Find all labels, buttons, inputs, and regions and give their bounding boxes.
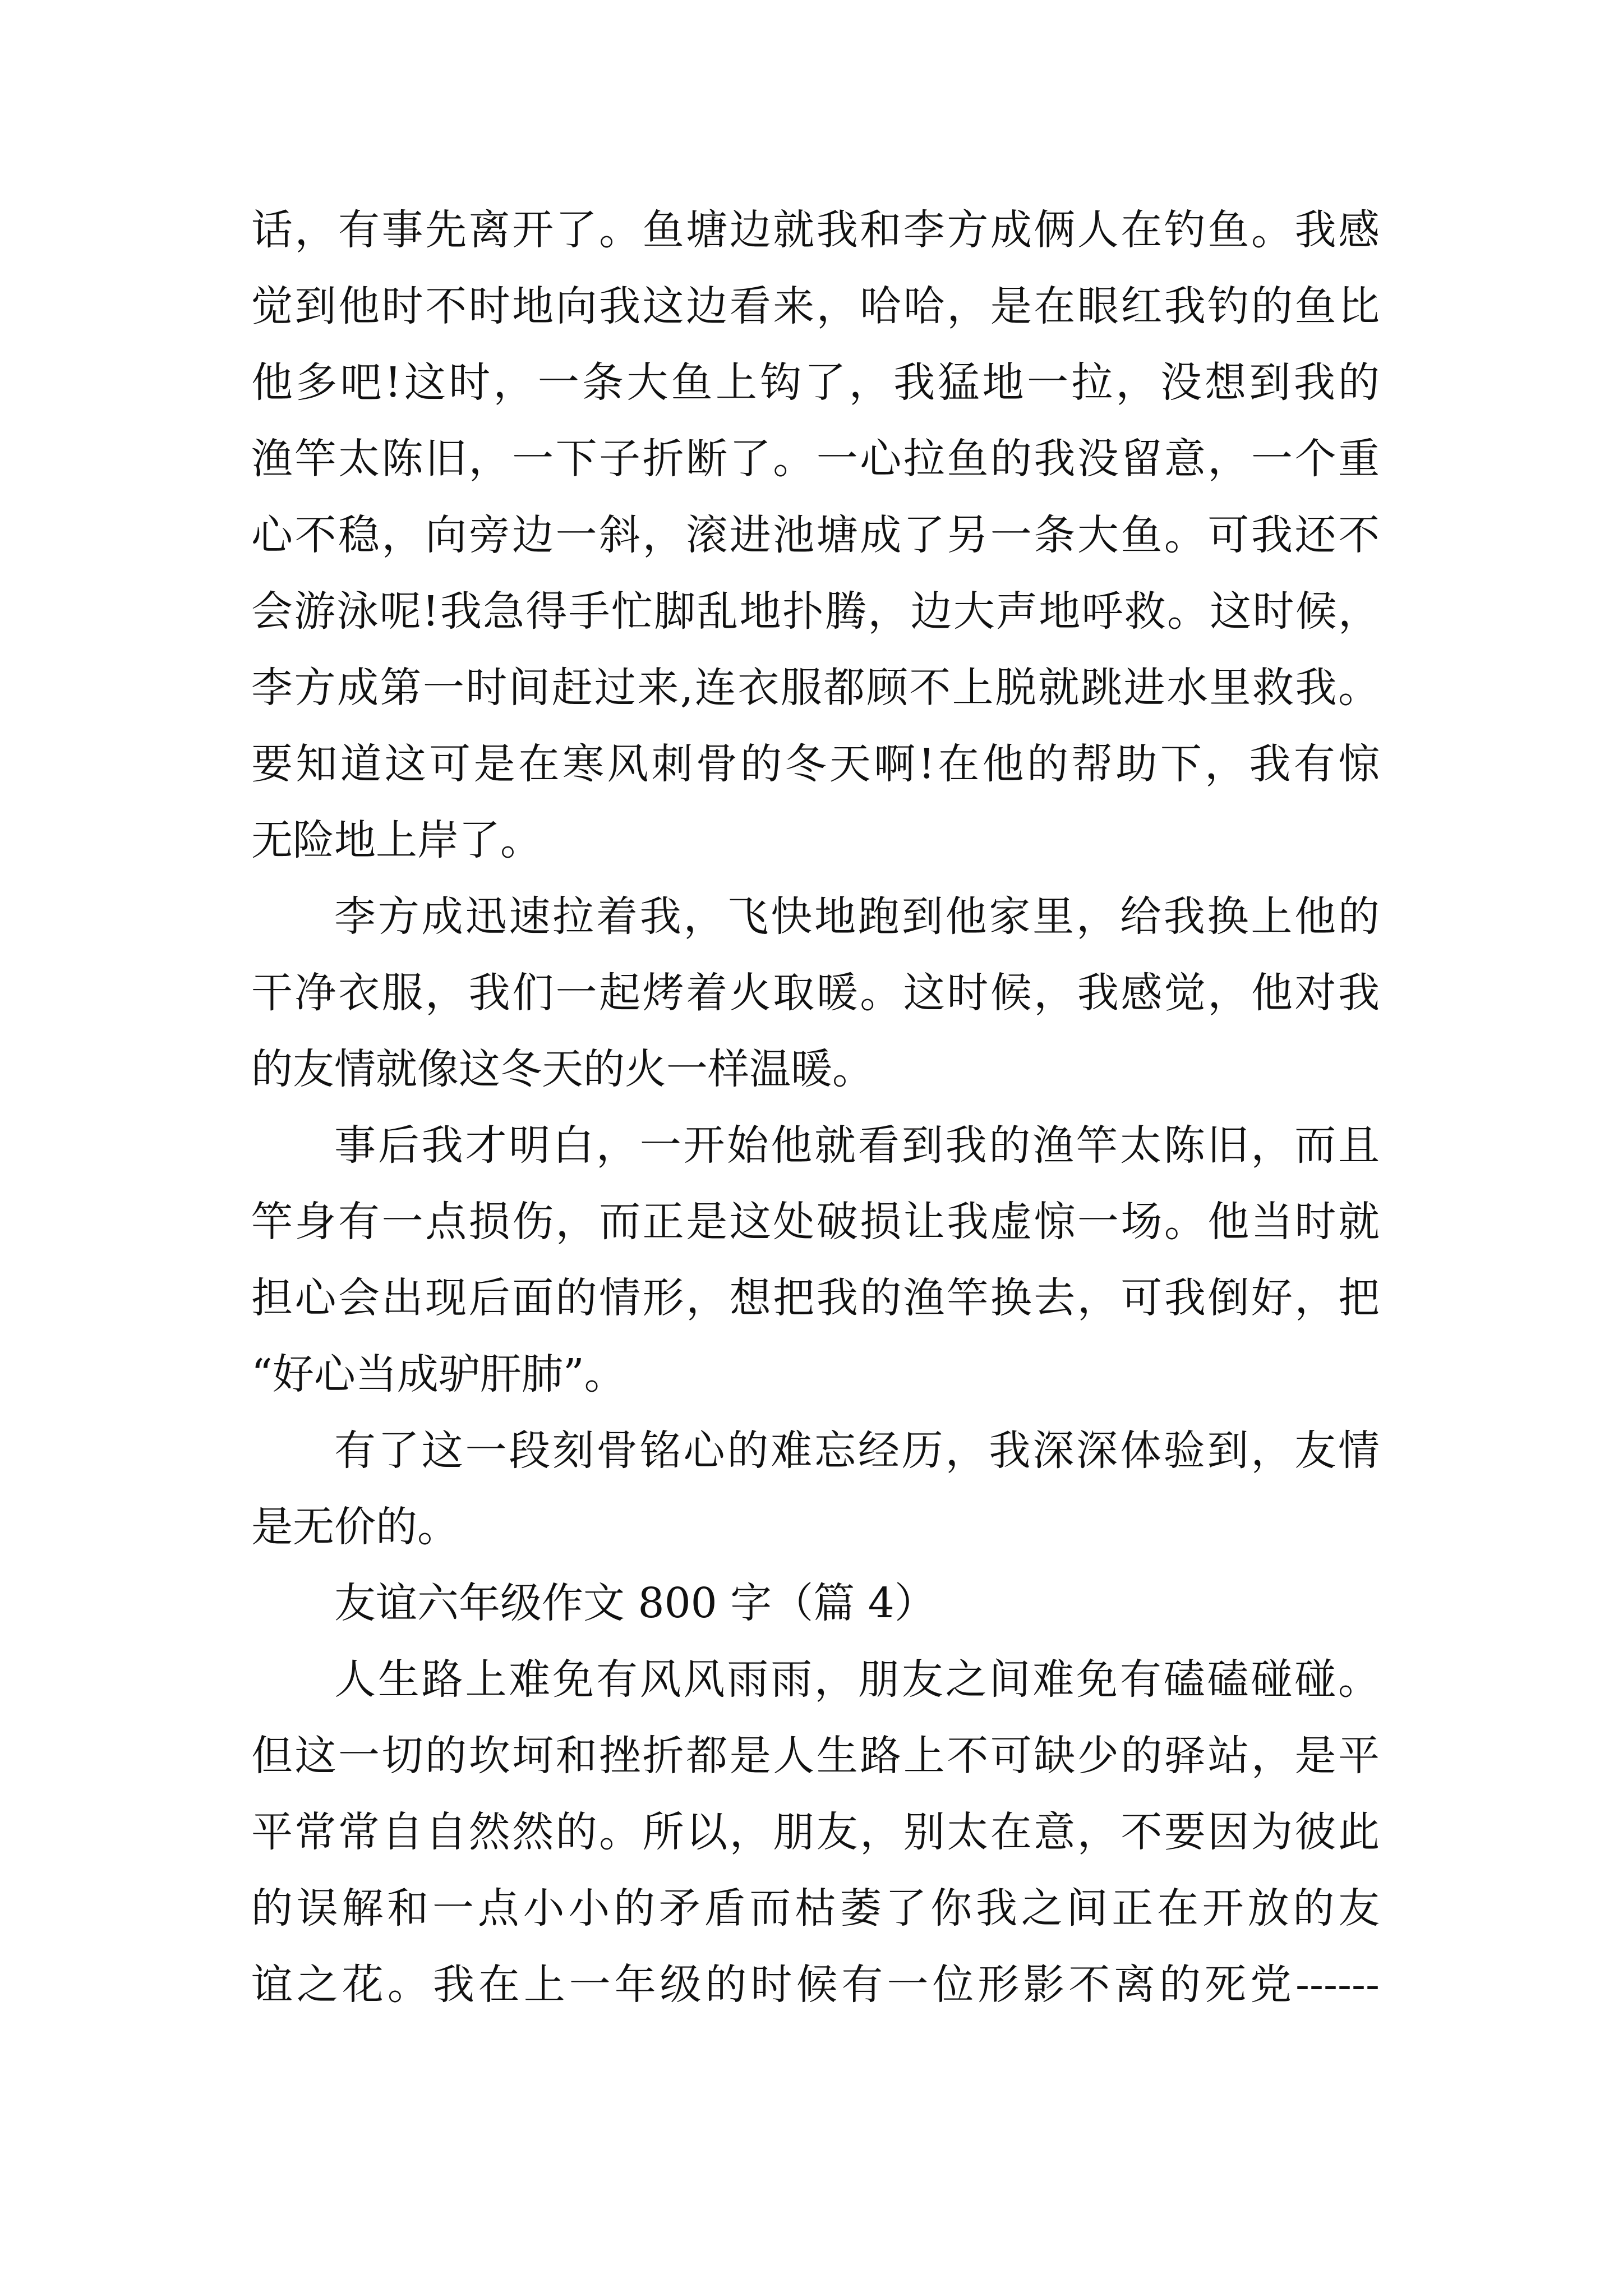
paragraph-first-line: 事后我才明白，一开始他就看到我的渔竿太陈旧，而且 bbox=[334, 1121, 1380, 1170]
paragraph-first-line: 人生路上难免有风风雨雨，朋友之间难免有磕磕碰碰。 bbox=[334, 1655, 1380, 1704]
text-line: 竿身有一点损伤，而正是这处破损让我虚惊一场。他当时就 bbox=[251, 1198, 1380, 1246]
text-line: 觉到他时不时地向我这边看来，哈哈，是在眼红我钓的鱼比 bbox=[251, 282, 1380, 330]
text-line: 话，有事先离开了。鱼塘边就我和李方成俩人在钓鱼。我感 bbox=[251, 206, 1380, 254]
text-line: 无险地上岸了。 bbox=[251, 816, 542, 864]
text-line: “好心当成驴肝肺”。 bbox=[251, 1350, 626, 1398]
text-line: 的误解和一点小小的矛盾而枯萎了你我之间正在开放的友 bbox=[251, 1884, 1380, 1932]
section-title: 友谊六年级作文 800 字（篇 4） bbox=[334, 1579, 936, 1627]
text-line: 担心会出现后面的情形，想把我的渔竿换去，可我倒好，把 bbox=[251, 1274, 1380, 1322]
text-line: 但这一切的坎坷和挫折都是人生路上不可缺少的驿站，是平 bbox=[251, 1732, 1380, 1780]
text-line: 心不稳，向旁边一斜，滚进池塘成了另一条大鱼。可我还不 bbox=[251, 511, 1380, 559]
text-line: 会游泳呢!我急得手忙脚乱地扑腾，边大声地呼救。这时候， bbox=[251, 587, 1380, 636]
text-line: 渔竿太陈旧，一下子折断了。一心拉鱼的我没留意，一个重 bbox=[251, 435, 1380, 483]
text-line: 要知道这可是在寒风刺骨的冬天啊!在他的帮助下，我有惊 bbox=[251, 740, 1380, 788]
text-line: 的友情就像这冬天的火一样温暖。 bbox=[251, 1045, 874, 1093]
text-line: 他多吧!这时，一条大鱼上钩了，我猛地一拉，没想到我的 bbox=[251, 358, 1380, 407]
text-line: 平常常自自然然的。所以，朋友，别太在意，不要因为彼此 bbox=[251, 1808, 1380, 1856]
text-line: 李方成第一时间赶过来,连衣服都顾不上脱就跳进水里救我。 bbox=[251, 664, 1380, 712]
text-line: 谊之花。我在上一年级的时候有一位形影不离的死党------ bbox=[251, 1961, 1380, 2009]
paragraph-first-line: 有了这一段刻骨铭心的难忘经历，我深深体验到，友情 bbox=[334, 1427, 1380, 1475]
text-line: 干净衣服，我们一起烤着火取暖。这时候，我感觉，他对我 bbox=[251, 969, 1380, 1017]
text-line: 是无价的。 bbox=[251, 1503, 459, 1551]
paragraph-first-line: 李方成迅速拉着我，飞快地跑到他家里，给我换上他的 bbox=[334, 892, 1380, 941]
